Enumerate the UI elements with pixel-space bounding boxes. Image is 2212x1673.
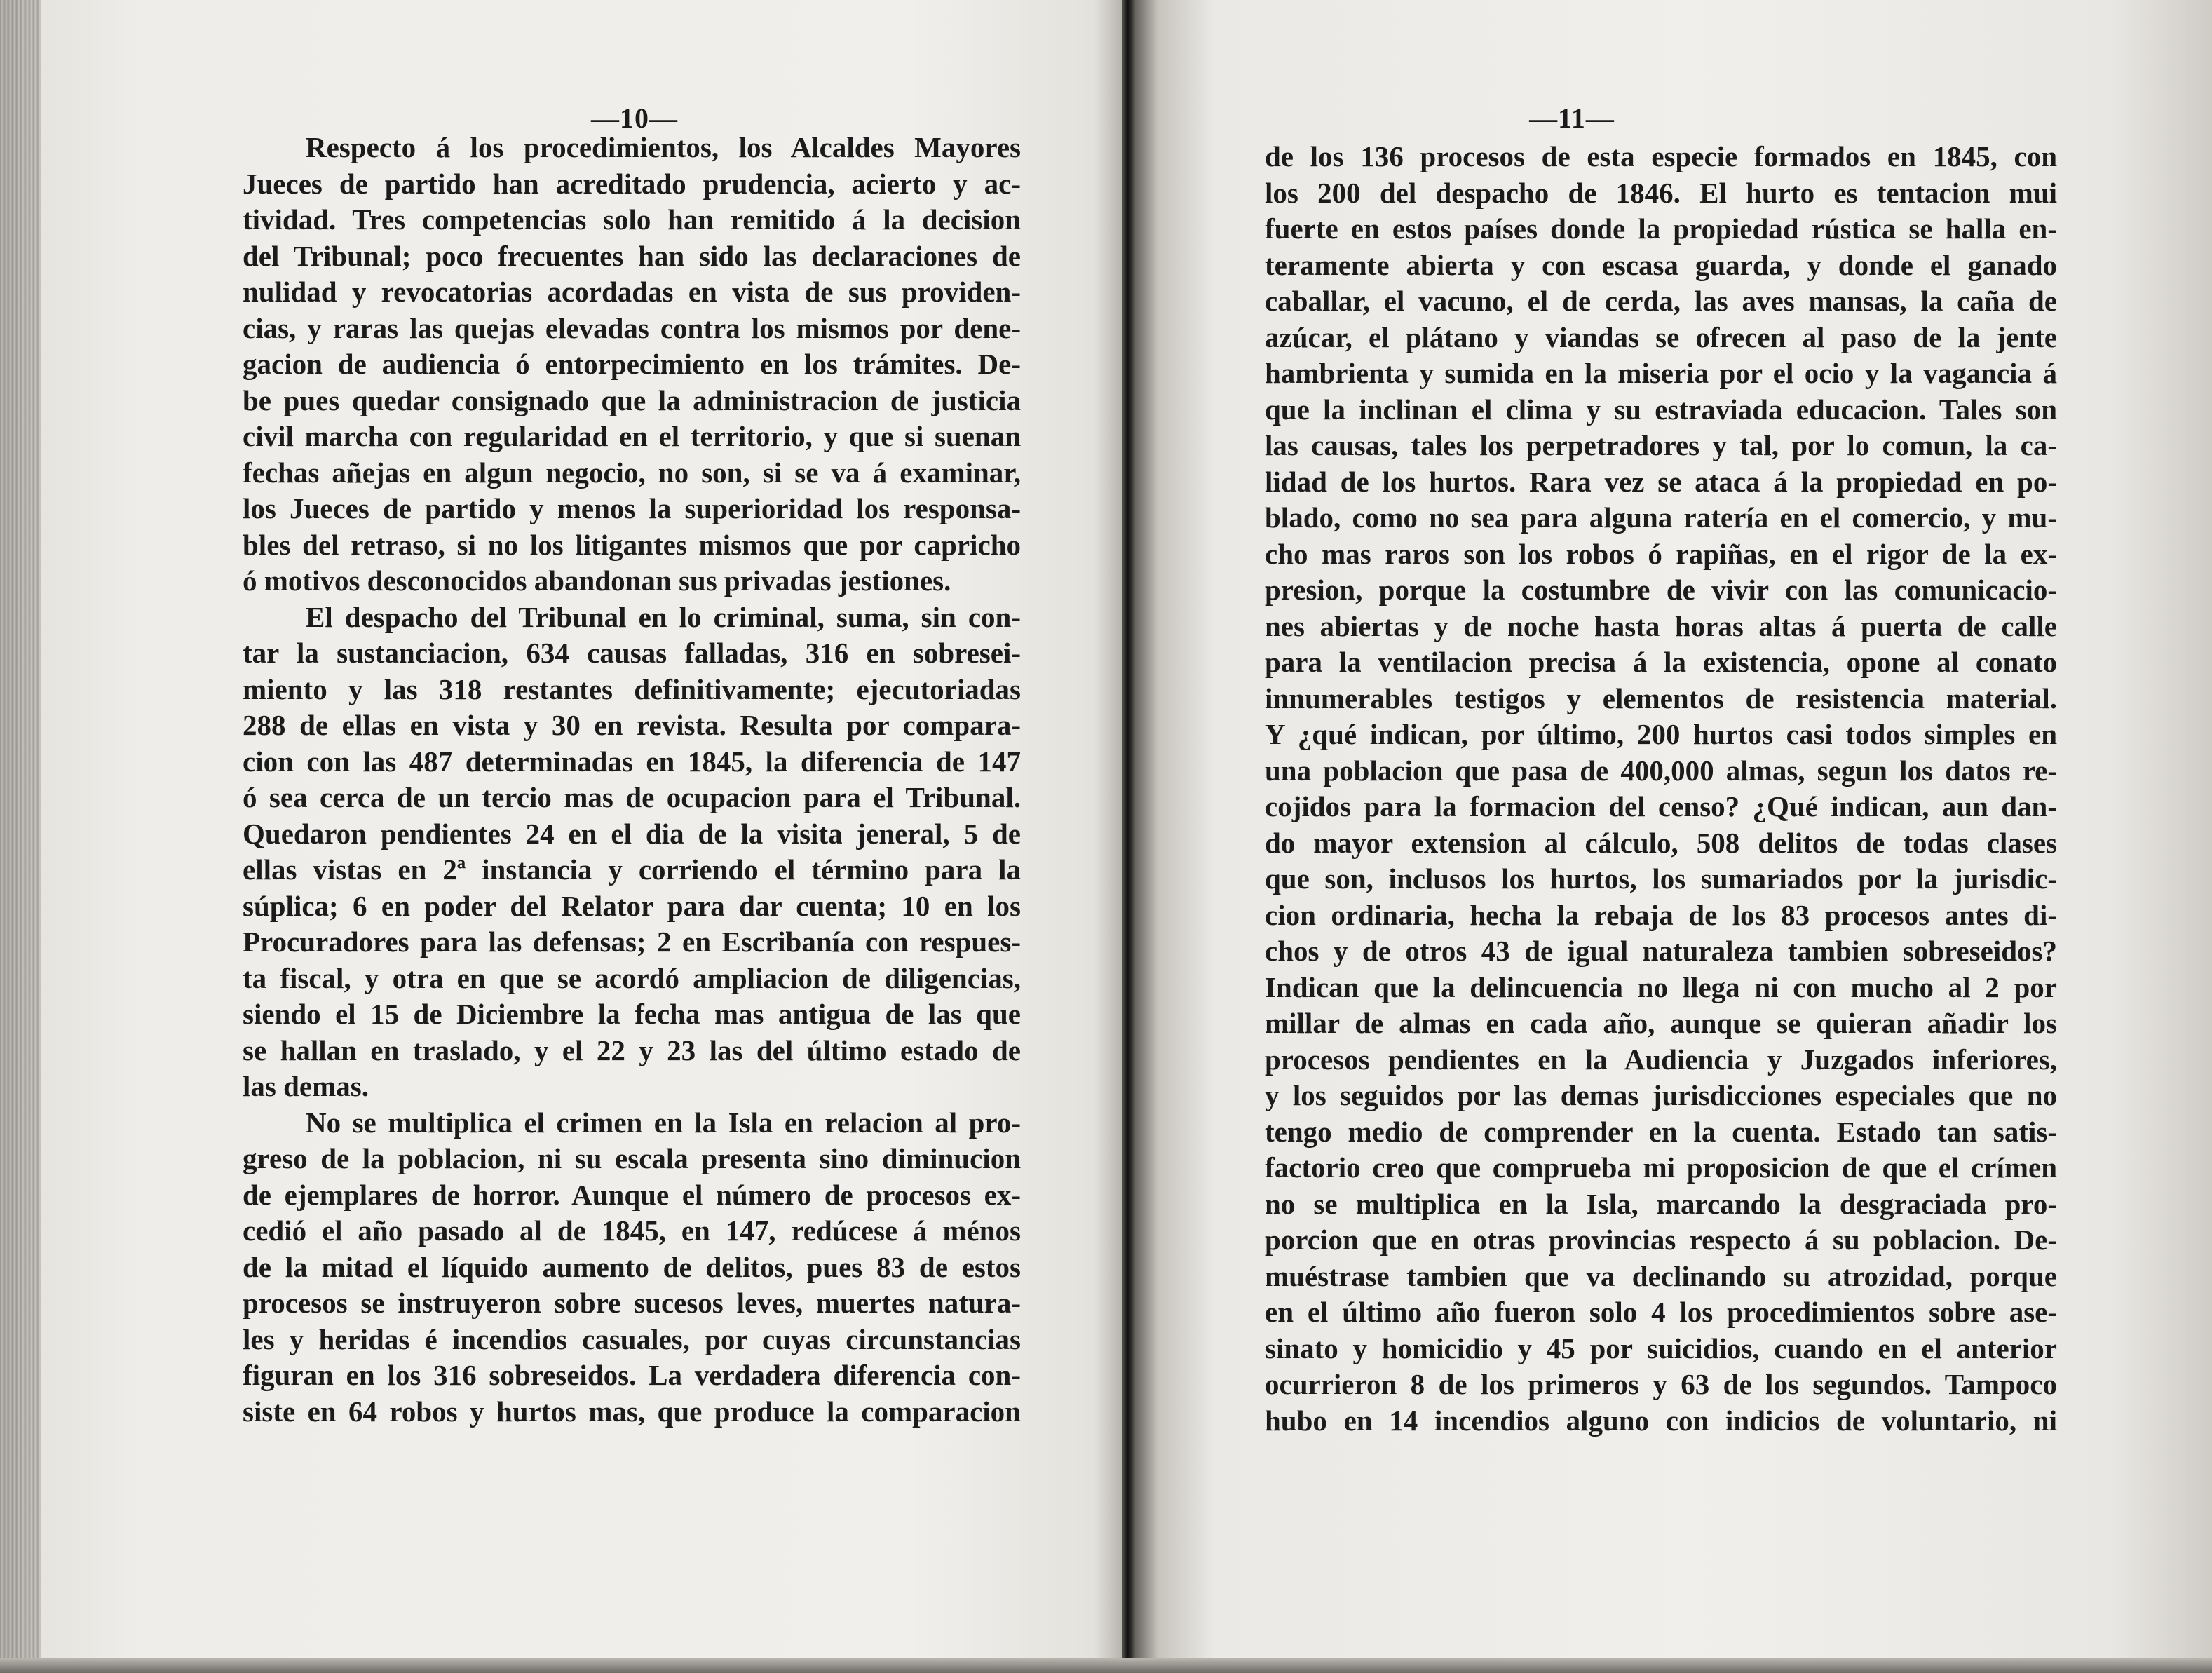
text-line: innumerables testigos y elementos de resistencia material. — [1265, 682, 2057, 714]
text-line: les y heridas é incendios casuales, por cuyas circunstancias — [243, 1322, 1021, 1355]
text-line: siendo el 15 de Diciembre la fecha mas antigua de las que — [243, 998, 1021, 1030]
text-line: blado, como no sea para alguna ratería en el comercio, y mu- — [1265, 501, 2057, 534]
text-line: procesos pendientes en la Audiencia y Juzgados inferiores, — [1265, 1043, 2057, 1076]
text-line: cedió el año pasado al de 1845, en 147, redúcese á ménos — [243, 1214, 1021, 1247]
text-line: las demas. — [243, 1070, 369, 1102]
text-line: be pues quedar consignado que la administracion de justicia — [243, 384, 1021, 416]
text-line: Quedaron pendientes 24 en el dia de la visita jeneral, 5 de — [243, 817, 1021, 850]
text-line: caballar, el vacuno, el de cerda, las aves mansas, la caña de — [1265, 285, 2057, 317]
text-line: miento y las 318 restantes definitivamente; ejecutoriadas — [243, 672, 1021, 705]
text-line: azúcar, el plátano y viandas se ofrecen al paso de la jente — [1265, 320, 2057, 353]
text-line: que la inclinan el clima y su estraviada educacion. Tales son — [1265, 393, 2057, 426]
text-line: nes abiertas y de noche hasta horas altas á puerta de calle — [1265, 609, 2057, 642]
text-line: civil marcha con regularidad en el territorio, y que si suenan — [243, 420, 1021, 452]
text-line: muéstrase tambien que va declinando su atrozidad, porque — [1265, 1259, 2057, 1292]
text-line: lidad de los hurtos. Rara vez se ataca á la propiedad en po- — [1265, 465, 2057, 498]
text-line: de ejemplares de horror. Aunque el número de procesos ex- — [243, 1178, 1021, 1211]
text-line: los 200 del despacho de 1846. El hurto es tentacion mui — [1265, 176, 2057, 209]
text-line: Y ¿qué indican, por último, 200 hurtos casi todos simples en — [1265, 718, 2057, 750]
text-line: gacion de audiencia ó entorpecimiento en los trámites. De- — [243, 348, 1021, 380]
page-edge-shadow — [0, 0, 41, 1673]
left-page-text — [243, 130, 1021, 1430]
text-line: Jueces de partido han acreditado prudencia, acierto y ac- — [243, 167, 1021, 200]
text-line: Procuradores para las defensas; 2 en Escribanía con respues- — [243, 926, 1021, 958]
page-number-right: —11— — [1529, 102, 1615, 134]
text-line: cho mas raros son los robos ó rapiñas, en el rigor de la ex- — [1265, 537, 2057, 570]
text-line: No se multiplica el crimen en la Isla en relacion al pro- — [306, 1106, 1021, 1139]
text-line: teramente abierta y con escasa guarda, y donde el ganado — [1265, 248, 2057, 281]
text-line: fuerte en estos países donde la propiedad rústica se halla en- — [1265, 212, 2057, 245]
text-line: cion con las 487 determinadas en 1845, la diferencia de 147 — [243, 745, 1021, 778]
page-number-left: —10— — [591, 102, 678, 134]
text-line: greso de la poblacion, ni su escala presenta sino diminucion — [243, 1142, 1021, 1174]
text-line: 288 de ellas en vista y 30 en revista. Resulta por compara- — [243, 709, 1021, 741]
text-line: de los 136 procesos de esta especie formados en 1845, con — [1265, 140, 2057, 172]
text-line: tar la sustanciacion, 634 causas falladas, 316 en sobresei- — [243, 637, 1021, 669]
text-line: factorio creo que comprueba mi proposicion de que el crímen — [1265, 1151, 2057, 1184]
text-line: una poblacion que pasa de 400,000 almas, segun los datos re- — [1265, 754, 2057, 787]
text-line: hubo en 14 incendios alguno con indicios de voluntario, ni — [1265, 1404, 2057, 1437]
book-gutter — [1122, 0, 1136, 1673]
text-line: do mayor extension al cálculo, 508 delitos de todas clases — [1265, 826, 2057, 859]
text-line: ta fiscal, y otra en que se acordó ampliacion de diligencias, — [243, 961, 1021, 994]
text-line: millar de almas en cada año, aunque se quieran añadir los — [1265, 1007, 2057, 1039]
text-line: procesos se instruyeron sobre sucesos leves, muertes natura- — [243, 1287, 1021, 1319]
text-line: hambrienta y sumida en la miseria por el ocio y la vagancia á — [1265, 357, 2057, 389]
text-line: ocurrieron 8 de los primeros y 63 de los segundos. Tampoco — [1265, 1368, 2057, 1400]
right-page — [1130, 0, 2212, 1673]
text-line: Indican que la delincuencia no llega ni con mucho al 2 por — [1265, 970, 2057, 1003]
text-line: los Jueces de partido y menos la superioridad los responsa- — [243, 492, 1021, 524]
text-line: figuran en los 316 sobreseidos. La verdadera diferencia con- — [243, 1359, 1021, 1391]
text-line: cias, y raras las quejas elevadas contra los mismos por dene- — [243, 311, 1021, 344]
text-line: siste en 64 robos y hurtos mas, que produce la comparacion — [243, 1395, 1021, 1428]
right-page-text — [1265, 139, 2057, 1439]
text-line: súplica; 6 en poder del Relator para dar cuenta; 10 en los — [243, 889, 1021, 922]
text-line: presion, porque la costumbre de vivir con las comunicacio- — [1265, 574, 2057, 606]
text-line: las causas, tales los perpetradores y tal, por lo comun, la ca- — [1265, 429, 2057, 461]
text-line: y los seguidos por las demas jurisdicciones especiales que no — [1265, 1079, 2057, 1111]
text-line: ó motivos desconocidos abandonan sus privadas jestiones. — [243, 564, 951, 597]
text-line: nulidad y revocatorias acordadas en vista de sus providen- — [243, 276, 1021, 308]
text-line: bles del retraso, si no los litigantes mismos que por capricho — [243, 528, 1021, 561]
text-line: del Tribunal; poco frecuentes han sido las declaraciones de — [243, 239, 1021, 272]
text-line: ellas vistas en 2ª instancia y corriendo el término para la — [243, 853, 1021, 886]
text-line: para la ventilacion precisa á la existencia, opone al conato — [1265, 646, 2057, 678]
text-line: tividad. Tres competencias solo han remitido á la decision — [243, 203, 1021, 236]
text-line: cion ordinaria, hecha la rebaja de los 83 procesos antes di- — [1265, 898, 2057, 931]
text-line: de la mitad el líquido aumento de delitos, pues 83 de estos — [243, 1250, 1021, 1283]
text-line: sinato y homicidio y 45 por suicidios, cuando en el anterior — [1265, 1332, 2057, 1364]
text-line: se hallan en traslado, y el 22 y 23 las del último estado de — [243, 1034, 1021, 1066]
text-line: porcion que en otras provincias respecto á su poblacion. De- — [1265, 1224, 2057, 1256]
text-line: tengo medio de comprender en la cuenta. Estado tan satis- — [1265, 1115, 2057, 1148]
text-line: El despacho del Tribunal en lo criminal, suma, sin con- — [306, 600, 1021, 633]
text-line: no se multiplica en la Isla, marcando la desgraciada pro- — [1265, 1187, 2057, 1220]
text-line: ó sea cerca de un tercio mas de ocupacion para el Tribunal. — [243, 781, 1021, 813]
page-bottom-edge — [0, 1658, 2212, 1673]
text-line: Respecto á los procedimientos, los Alcaldes Mayores — [306, 131, 1021, 163]
text-line: chos y de otros 43 de igual naturaleza tambien sobreseidos? — [1265, 935, 2057, 967]
text-line: fechas añejas en algun negocio, no son, si se va á examinar, — [243, 456, 1021, 489]
text-line: cojidos para la formacion del censo? ¿Qué indican, aun dan- — [1265, 790, 2057, 822]
text-line: en el último año fueron solo 4 los procedimientos sobre ase- — [1265, 1296, 2057, 1328]
text-line: que son, inclusos los hurtos, los sumariados por la jurisdic- — [1265, 862, 2057, 895]
